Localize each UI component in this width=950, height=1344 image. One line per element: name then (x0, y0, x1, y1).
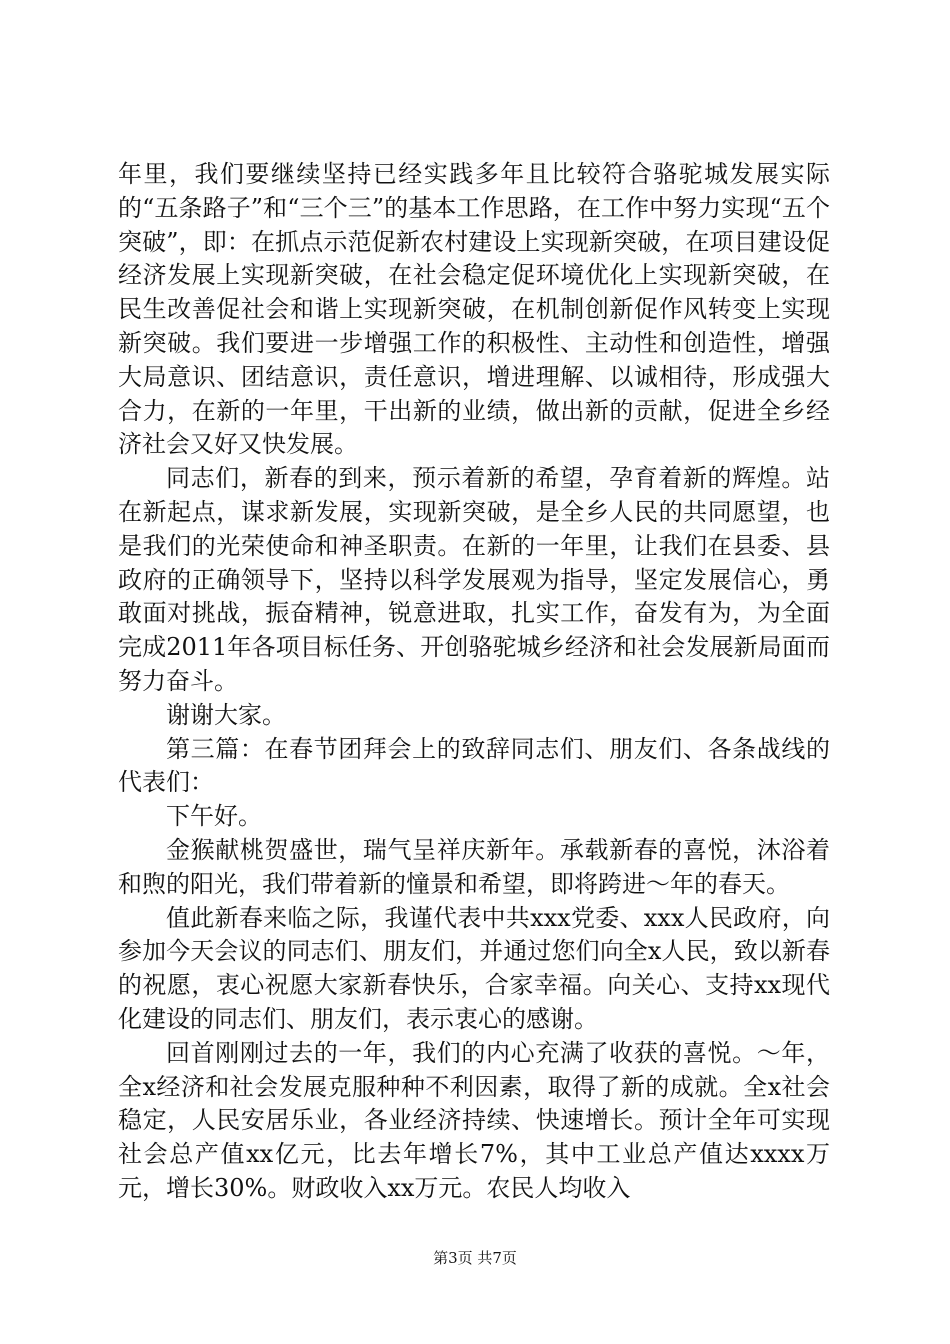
section-heading: 第三篇：在春节团拜会上的致辞同志们、朋友们、各条战线的代表们： (118, 734, 830, 797)
paragraph-8: 回首刚刚过去的一年，我们的内心充满了收获的喜悦。～年，全x经济和社会发展克服种种不利因素，取得了新的成就。全x社会稳定，人民安居乐业，各业经济持续、快速增长。预计全年可实现社会总产值xx亿元，比去年增长7%，其中工业总产值达xxxx万元，增长30%。财政收入xx万元。农民人均收入 (118, 1038, 830, 1202)
page-footer: 第3页 共7页 (433, 1249, 517, 1267)
paragraph-7: 值此新春来临之际，我谨代表中共xxx党委、xxx人民政府，向参加今天会议的同志们、朋友们，并通过您们向全x人民，致以新春的祝愿，衷心祝愿大家新春快乐，合家幸福。向关心、支持xx现代化建设的同志们、朋友们，表示衷心的感谢。 (118, 903, 830, 1033)
paragraph-3: 谢谢大家。 (166, 700, 286, 729)
paragraph-5: 下午好。 (166, 802, 262, 831)
document-body (118, 158, 830, 1206)
paragraph-6: 金猴献桃贺盛世，瑞气呈祥庆新年。承载新春的喜悦，沐浴着和煦的阳光，我们带着新的憧景和希望，即将跨进～年的春天。 (118, 835, 830, 898)
paragraph-2: 同志们，新春的到来，预示着新的希望，孕育着新的辉煌。站在新起点，谋求新发展，实现新突破，是全乡人民的共同愿望，也是我们的光荣使命和神圣职责。在新的一年里，让我们在县委、县政府的正确领导下，坚持以科学发展观为指导，坚定发展信心，勇敢面对挑战，振奋精神，锐意进取，扎实工作，奋发有为，为全面完成2011年各项目标任务、开创骆驼城乡经济和社会发展新局面而努力奋斗。 (118, 464, 830, 695)
paragraph-1: 年里，我们要继续坚持已经实践多年且比较符合骆驼城发展实际的“五条路子”和“三个三”的基本工作思路，在工作中努力实现“五个突破”，即：在抓点示范促新农村建设上实现新突破，在项目建设促经济发展上实现新突破，在社会稳定促环境优化上实现新突破，在民生改善促社会和谐上实现新突破，在机制创新促作风转变上实现新突破。我们要进一步增强工作的积极性、主动性和创造性，增强大局意识、团结意识，责任意识，增进理解、以诚相待，形成强大合力，在新的一年里，干出新的业绩，做出新的贡献，促进全乡经济社会又好又快发展。 (118, 160, 830, 459)
